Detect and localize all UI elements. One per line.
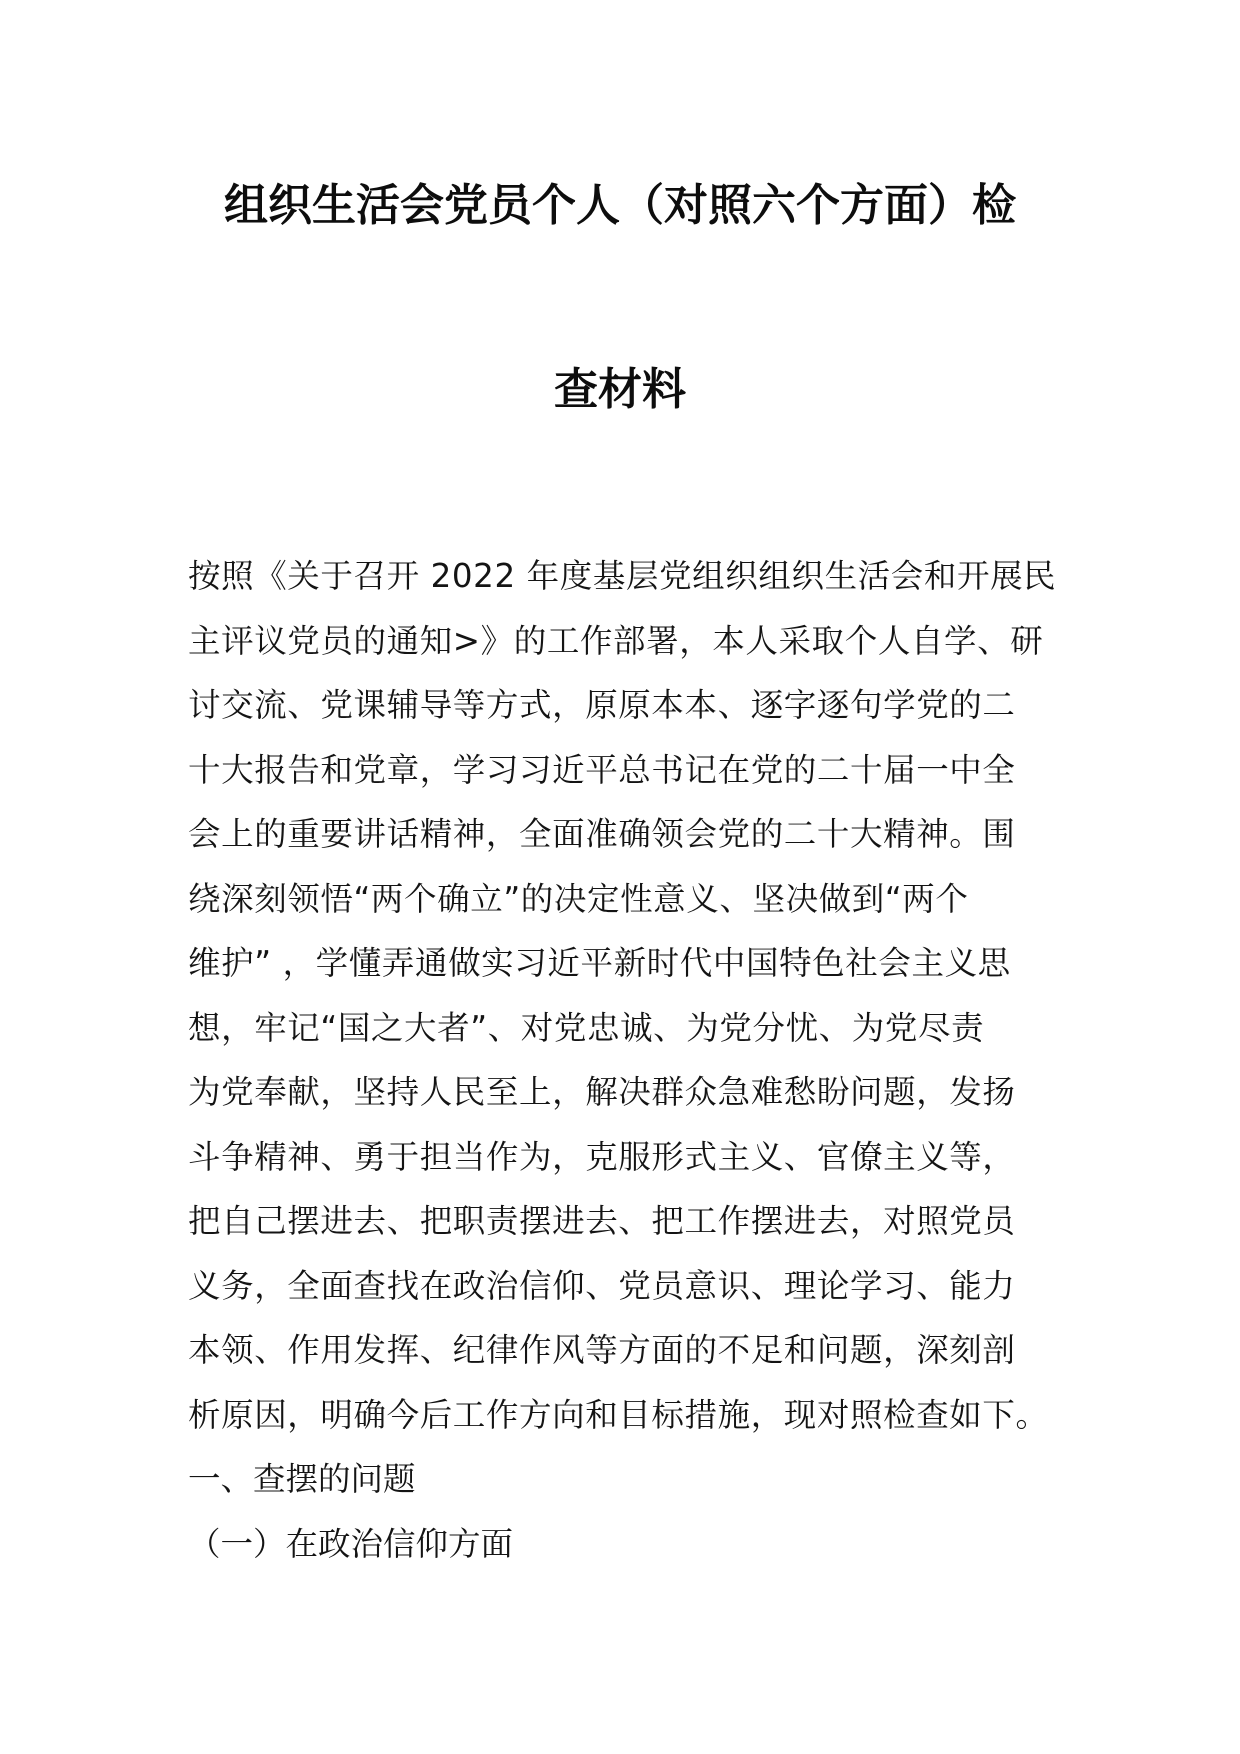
paragraph-line: 十大报告和党章，学习习近平总书记在党的二十届一中全: [188, 750, 1016, 789]
document-title-line-2: 查材料: [554, 364, 686, 415]
paragraph-line: 讨交流、党课辅导等方式，原原本本、逐字逐句学党的二: [188, 686, 1016, 724]
paragraph-line: 斗争精神、勇于担当作为，克服形式主义、官僚主义等，: [188, 1137, 1016, 1176]
paragraph-line: 按照《关于召开 2022 年度基层党组织组织生活会和开展民: [188, 557, 1057, 595]
paragraph-line: 把自己摆进去、把职责摆进去、把工作摆进去，对照党员: [188, 1202, 1016, 1240]
paragraph-line: 义务，全面查找在政治信仰、党员意识、理论学习、能力: [188, 1266, 1016, 1305]
document-title-line-1: 组织生活会党员个人（对照六个方面）检: [224, 180, 1016, 231]
subsection-heading: （一）在政治信仰方面: [188, 1525, 514, 1563]
intro-paragraph: [188, 544, 1057, 1447]
paragraph-line: 主评议党员的通知>》的工作部署，本人采取个人自学、研: [188, 621, 1044, 660]
paragraph-line: 会上的重要讲话精神，全面准确领会党的二十大精神。围: [188, 815, 1016, 853]
paragraph-line: 本领、作用发挥、纪律作风等方面的不足和问题，深刻剖: [188, 1331, 1016, 1369]
paragraph-line: 析原因，明确今后工作方向和目标措施，现对照检查如下。: [188, 1395, 1049, 1434]
paragraph-line: 为党奉献，坚持人民至上，解决群众急难愁盼问题，发扬: [188, 1073, 1016, 1111]
paragraph-line: 想，牢记“国之大者”、对党忠诚、为党分忧、为党尽责: [188, 1008, 985, 1047]
section-heading: 一、查摆的问题: [188, 1460, 416, 1498]
paragraph-line: 维护” ，学懂弄通做实习近平新时代中国特色社会主义思: [188, 944, 1011, 982]
paragraph-line: 绕深刻领悟“两个确立”的决定性意义、坚决做到“两个: [188, 879, 969, 918]
